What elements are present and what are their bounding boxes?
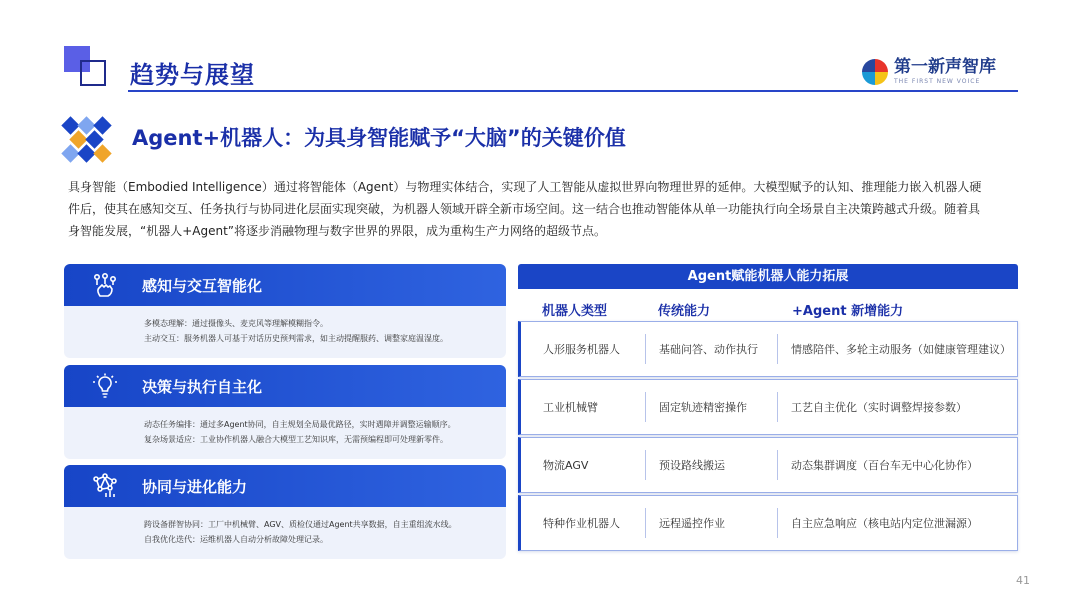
table-row: [518, 379, 1018, 435]
page-title: 趋势与展望: [130, 61, 255, 89]
cell-robot-type: 物流AGV: [543, 459, 589, 472]
cell-agent-ability: 动态集群调度（百台车无中心化协作）: [791, 459, 978, 472]
card-line: 动态任务编排：通过多Agent协同，自主规划全局最优路径，实时遇障并调整运输顺序。: [144, 420, 456, 429]
card-title: 感知与交互智能化: [142, 276, 263, 295]
intro-line: 件后，使其在感知交互、任务执行与协同进化层面实现突破，为机器人领域开辟全新市场空间。这一结合也推动智能体从单一功能执行向全场景自主决策跨越式升级。随着具: [68, 202, 981, 216]
brand-tagline: THE FIRST NEW VOICE: [894, 78, 981, 85]
card-decision: [64, 365, 506, 459]
card-title: 协同与进化能力: [142, 477, 248, 496]
cell-robot-type: 特种作业机器人: [543, 517, 620, 530]
header-divider: [128, 90, 1018, 92]
brand-logo-block: [862, 58, 996, 85]
column-header-traditional: 传统能力: [658, 304, 711, 319]
card-line: 主动交互：服务机器人可基于对话历史预判需求，如主动提醒服药、调整家庭温湿度。: [144, 334, 448, 343]
gesture-network-icon: [92, 272, 118, 298]
cell-robot-type: 人形服务机器人: [543, 343, 620, 356]
table-title: Agent赋能机器人能力拓展: [518, 264, 1018, 289]
lightbulb-icon: [92, 373, 118, 399]
card-line: 多模态理解：通过摄像头、麦克风等理解模糊指令。: [144, 319, 328, 328]
page-number: 41: [1016, 574, 1030, 587]
cell-traditional: 远程遥控作业: [659, 517, 725, 530]
cell-traditional: 预设路线搬运: [659, 459, 725, 472]
card-collaboration: [64, 465, 506, 559]
cell-agent-ability: 情感陪伴、多轮主动服务（如健康管理建议）: [791, 343, 1011, 356]
intro-line: 身智能发展，“机器人+Agent”将逐步消融物理与数字世界的界限，成为重构生产力网络的超级节点。: [68, 224, 607, 238]
brand-logo-icon: [862, 59, 888, 85]
table-row: [518, 495, 1018, 551]
diamond-cluster-icon: [62, 115, 114, 163]
intro-paragraph: [68, 176, 1018, 242]
card-title: 决策与执行自主化: [142, 377, 263, 396]
cell-robot-type: 工业机械臂: [543, 401, 598, 414]
cell-agent-ability: 自主应急响应（核电站内定位泄漏源）: [791, 517, 978, 530]
intro-line: 具身智能（Embodied Intelligence）通过将智能体（Agent）与物理实体结合，实现了人工智能从虚拟世界向物理世界的延伸。大模型赋予的认知、推理能力嵌入机器人硬: [68, 180, 982, 194]
card-line: 复杂场景适应：工业协作机器人融合大模型工艺知识库，无需预编程即可处理新零件。: [144, 435, 448, 444]
column-header-agent: +Agent 新增能力: [792, 304, 904, 319]
brand-name: 第一新声智库: [894, 57, 996, 77]
card-perception: [64, 264, 506, 358]
header-decoration-outline: [80, 60, 106, 86]
cell-agent-ability: 工艺自主优化（实时调整焊接参数）: [791, 401, 967, 414]
card-line: 跨设备群智协同：工厂中机械臂、AGV、质检仪通过Agent共享数据，自主重组流水线。: [144, 520, 457, 529]
card-line: 自我优化迭代：运维机器人自动分析故障处理记录。: [144, 535, 328, 544]
cell-traditional: 基础问答、动作执行: [659, 343, 758, 356]
column-header-type: 机器人类型: [542, 304, 608, 319]
cell-traditional: 固定轨迹精密操作: [659, 401, 747, 414]
table-row: [518, 321, 1018, 377]
section-title: Agent+机器人：为具身智能赋予“大脑”的关键价值: [132, 126, 626, 150]
network-chart-icon: [92, 473, 118, 499]
table-row: [518, 437, 1018, 493]
